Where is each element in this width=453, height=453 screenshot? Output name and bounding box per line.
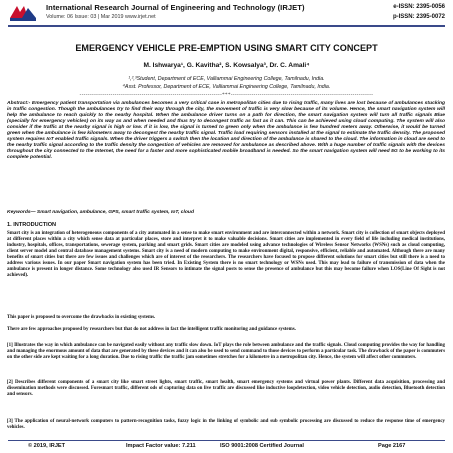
abstract-text: Emergency patient transportation via ambulances becomes a very critical case in metropolitan cities due to rising traffic, many lives are lost because of ambulances stucking in traffic congestion. Though the ambulances try to find their way through the city, the movement of traffic is very slow because of its volume. Hence, the smart navigation system will help the ambulance to reach quickly to the nearby hospital. When the ambulance driver turns on a path for direction, the smart navigation system will turn all traffic signals Blue (specially for emergency vehicles) on its way as and when needed and thus try to decongest traffic as fast as it can. This can be achieved using cloud computing. The system will also consider if the traffic at the nearby signal is high or low. If it is low, the signal is turned to green only when the ambulance is few hundred meters away. Otherwise, it would be turned green when the ambulance is few kilometers away to decongest the nearby traffic signal. Traffic load requiring sensors installed at the signal to estimate the traffic density. The proposed system requires IoT enabled traffic signals. When the driver triggers a switch then the location and direction of the ambulance is shared to the cloud. The information in cloud are send to the nearby traffic signal according to the traffic density the congestion of vehicles are removed for ambulance as described above. With a huge number of traffic signals with the devices throughout the city connected to the Internet, the need for a faster and more sophisticated mobile broadband is needed. So the smart navigation system will need 5G to be working to its complete potential.	[7, 101, 445, 161]
page-footer	[8, 443, 445, 452]
keywords-label: Keywords—	[7, 210, 36, 215]
footer-rule	[8, 440, 445, 441]
reference-paragraph-3: [3] The application of neural-network computers to pattern-recognition tasks, fuzzy logic in the linking of symbolic and sub symbolic processing are discussed to reduce the response time of emergency vehicles.	[7, 419, 445, 431]
footer-page-number: Page 2167	[378, 443, 406, 449]
author-list: M. Ishwarya¹, G. Kavitha², S. Kowsalya³, Dr. C. Amali⁴	[143, 62, 310, 69]
paragraph-3: There are few approaches proposed by researchers but that do not address in fact the intelligent traffic monitoring and guidance systems.	[7, 327, 296, 332]
abstract-label: Abstract:-	[7, 101, 31, 106]
header-rule	[8, 25, 445, 27]
affiliation-2: ⁴Asst. Professor, Department of ECE, Valliammai Engineering College, Tamilnadu, India.	[122, 84, 331, 90]
irjet-logo-icon	[8, 2, 38, 22]
footer-iso: ISO 9001:2008 Certified Journal	[220, 443, 304, 449]
reference-paragraph-2: [2] Describes different components of a smart city like smart street lights, smart traffic, smart health, smart emergency systems and virtual power plants. Different data acquisition, processing and dissemination methods were discussed. Foresmart traffic, different ods of capturing data on live traffic are discussed like inductive loopdetection, video vehicle detection, audio detection, Bluetooth detection and sensors.	[7, 380, 445, 398]
journal-header	[8, 2, 445, 24]
e-issn: e-ISSN: 2395-0056	[393, 4, 445, 10]
reference-paragraph-1: [1] Illustrates the way in which ambulance can be navigated easily without any traffic slow down. IoT plays the role between ambulance and the traffic signals. Cloud computing provides the way for handling and managing the enormous amount of data that are generated by these devices and it can also be used to send command to those devices to perform a particular task. The drawback of the paper is commuters on the other side are kept waiting for a long duration. Due to rising traffic the traffic jam sometimes stretches for a kilometre in a metropolitan city. Hence, the system will affect other commuters.	[7, 343, 445, 361]
footer-impact-factor: Impact Factor value: 7.211	[126, 443, 196, 449]
journal-title: International Research Journal of Engineering and Technology (IRJET)	[46, 3, 305, 12]
p-issn: p-ISSN: 2395-0072	[392, 14, 445, 20]
journal-volume: Volume: 06 Issue: 03 | Mar 2019 www.irjet.net	[46, 14, 156, 20]
paragraph-2: This paper is proposed to overcome the drawbacks in existing systems.	[7, 315, 156, 320]
paper-title: EMERGENCY VEHICLE PRE-EMPTION USING SMART CITY CONCEPT	[75, 43, 378, 53]
section-heading: 1. INTRODUCTION	[7, 222, 57, 228]
separator-line: ---------------------------------------------------------------------***---------------------------------------------------------------------	[79, 93, 374, 98]
affiliation-1: ¹,²,³Student, Department of ECE, Valliammai Engineering College, Tamilnadu, India.	[128, 76, 325, 82]
intro-paragraph: Smart city is an integration of heterogeneous components of a city automated in a sense to make smart environment and are interconnected within a network. Smart city is collection of smart objects deployed at different places within a city which sense data at particular places, store and interpret it to make valuable decisions. Smart cities are implemented in every field of life including medical institutions, industry, hospitals, offices, transportations, sewerage system, parking and smart grids. Smart cities are modeled using advance technologies of Wireless Sensor Networks (WSNs) such as cloud computing, client server model and central database management systems. Smart city is a need of modern computing to make environment digital, responsive, efficient, reliable and automated. Although there are many benefits of smart cities but there are few issues and challenges which are of interest of the researchers. The researchers have focused to propose different solutions for smart cities but still there is a need to address various issues. In our paper Smart navigation system has been tried. In Existing System there is no smart technology or WSNs used. This may lead to failure of transmission of data when the ambulance is present in longer distance. Some technology also used IR Sensors to intimate the signal posts to sense the presence of ambulance but this may become failure when LOS(Line Of Sight is not achieved).	[7, 231, 445, 279]
keywords-text: Smart navigation, ambulance, GPS, smart traffic system, IoT, cloud	[35, 210, 194, 215]
keywords	[7, 210, 445, 216]
abstract	[7, 101, 445, 161]
footer-copyright: © 2019, IRJET	[28, 443, 66, 449]
